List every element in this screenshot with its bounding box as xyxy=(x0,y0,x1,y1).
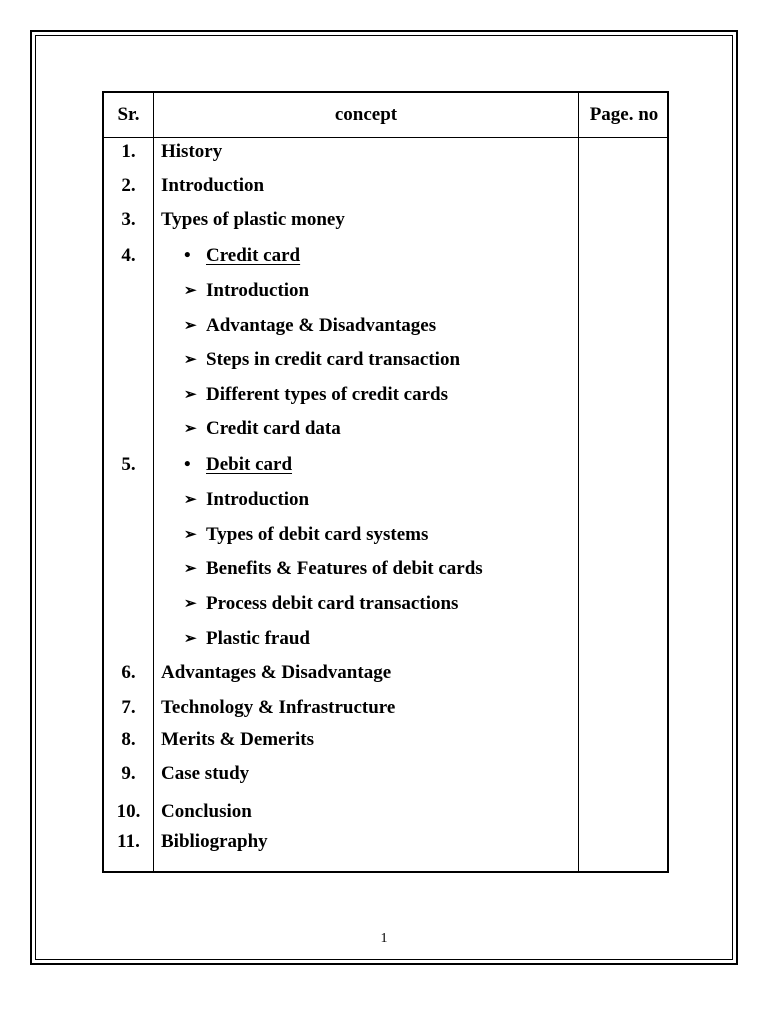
table-row xyxy=(104,729,578,763)
table-row xyxy=(104,831,578,865)
row-number: 8. xyxy=(121,729,136,750)
subsection-item: Benefits & Features of debit cards xyxy=(206,558,483,579)
row-number: 9. xyxy=(121,763,136,784)
header-concept: concept xyxy=(334,104,398,125)
section-title: Types of plastic money xyxy=(161,209,345,230)
table-row xyxy=(104,418,578,452)
table-row xyxy=(104,280,578,314)
section-title: Advantages & Disadvantage xyxy=(161,662,392,683)
arrow-bullet-icon: ➢ xyxy=(184,421,197,437)
bullet-icon: • xyxy=(184,454,191,475)
table-row xyxy=(104,315,578,349)
table-row xyxy=(104,384,578,418)
table-row xyxy=(104,141,578,175)
table-row xyxy=(104,801,578,835)
section-title: History xyxy=(161,141,223,162)
table-row xyxy=(104,662,578,696)
arrow-bullet-icon: ➢ xyxy=(184,492,197,508)
page-number: 1 xyxy=(380,931,388,946)
table-row xyxy=(104,349,578,383)
row-number: 5. xyxy=(121,454,136,475)
table-of-contents xyxy=(102,91,669,873)
header-sr: Sr. xyxy=(117,104,140,125)
subsection-item: Different types of credit cards xyxy=(206,384,449,405)
arrow-bullet-icon: ➢ xyxy=(184,352,197,368)
arrow-bullet-icon: ➢ xyxy=(184,527,197,543)
section-title: Introduction xyxy=(161,175,265,196)
subsection-item: Introduction xyxy=(206,280,310,301)
arrow-bullet-icon: ➢ xyxy=(184,561,197,577)
column-divider-page xyxy=(578,93,579,871)
subsection-item: Plastic fraud xyxy=(206,628,310,649)
table-header xyxy=(104,93,667,138)
row-number: 2. xyxy=(121,175,136,196)
table-row xyxy=(104,245,578,279)
table-row xyxy=(104,209,578,243)
section-title: Technology & Infrastructure xyxy=(161,697,396,718)
arrow-bullet-icon: ➢ xyxy=(184,387,197,403)
subsection-title: Credit card xyxy=(206,245,301,266)
section-title: Merits & Demerits xyxy=(161,729,314,750)
subsection-title: Debit card xyxy=(206,454,293,475)
arrow-bullet-icon: ➢ xyxy=(184,283,197,299)
section-title: Case study xyxy=(161,763,250,784)
table-row xyxy=(104,628,578,662)
table-row xyxy=(104,489,578,523)
section-title: Conclusion xyxy=(161,801,252,822)
subsection-item: Types of debit card systems xyxy=(206,524,429,545)
subsection-item: Steps in credit card transaction xyxy=(206,349,461,370)
row-number: 10. xyxy=(116,801,141,822)
subsection-item: Process debit card transactions xyxy=(206,593,459,614)
table-row xyxy=(104,175,578,209)
row-number: 4. xyxy=(121,245,136,266)
row-number: 11. xyxy=(117,831,140,852)
table-row xyxy=(104,697,578,731)
subsection-item: Credit card data xyxy=(206,418,341,439)
header-page-no: Page. no xyxy=(589,104,659,125)
subsection-item: Advantage & Disadvantages xyxy=(206,315,437,336)
section-title: Bibliography xyxy=(161,831,268,852)
table-row xyxy=(104,593,578,627)
table-row xyxy=(104,524,578,558)
table-row xyxy=(104,558,578,592)
arrow-bullet-icon: ➢ xyxy=(184,596,197,612)
row-number: 3. xyxy=(121,209,136,230)
row-number: 7. xyxy=(121,697,136,718)
table-row xyxy=(104,454,578,488)
arrow-bullet-icon: ➢ xyxy=(184,631,197,647)
row-number: 6. xyxy=(121,662,136,683)
row-number: 1. xyxy=(121,141,136,162)
subsection-item: Introduction xyxy=(206,489,310,510)
table-row xyxy=(104,763,578,797)
arrow-bullet-icon: ➢ xyxy=(184,318,197,334)
bullet-icon: • xyxy=(184,245,191,266)
